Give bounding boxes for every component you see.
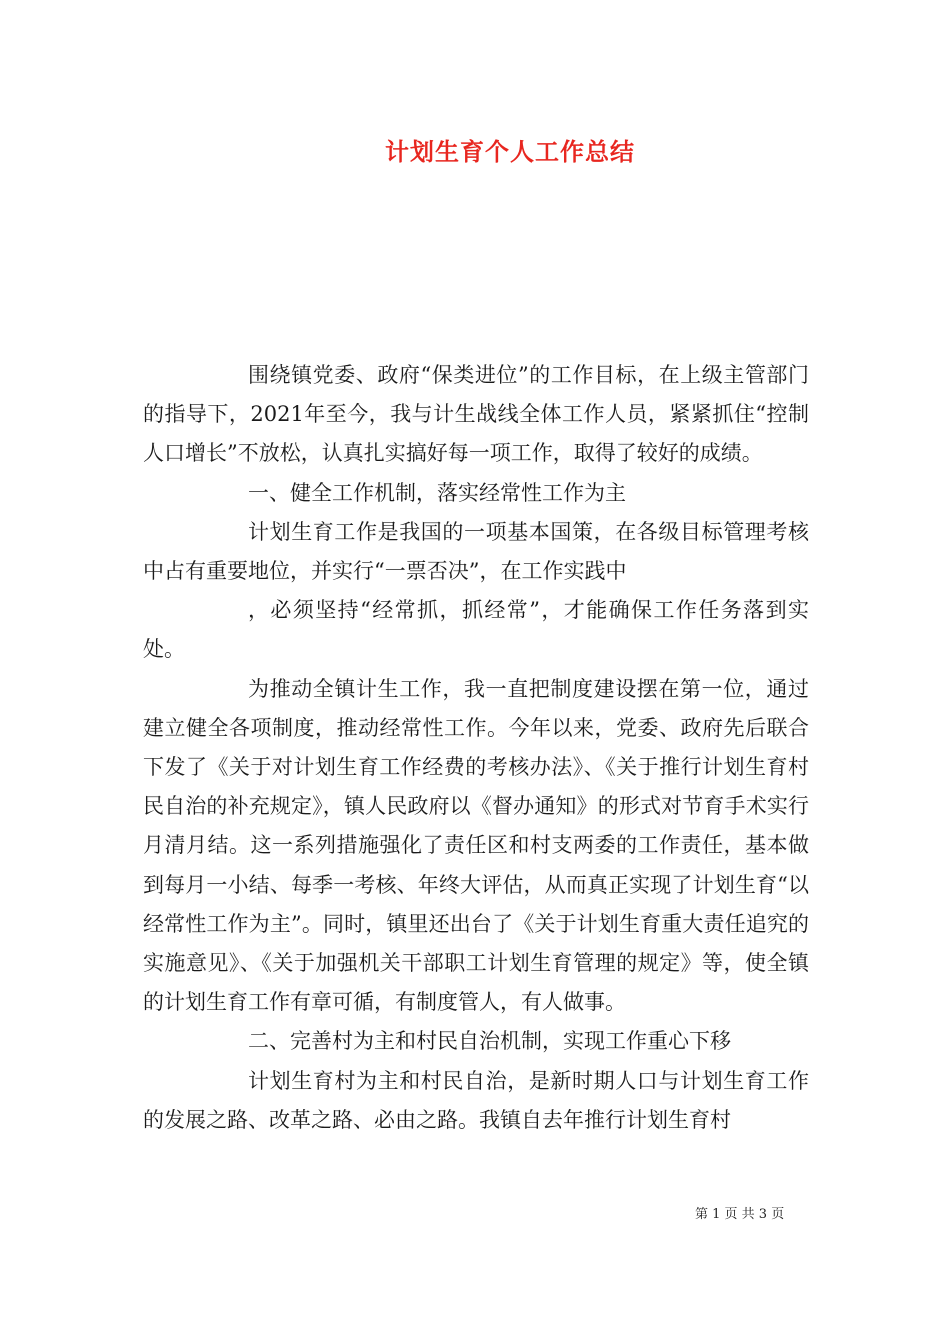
document-body [143,356,809,1140]
page-number: 第 1 页 共 3 页 [695,1207,785,1222]
section-heading-2: 二、完善村为主和村民自治机制，实现工作重心下移 [248,1029,731,1054]
paragraph-intro: 围绕镇党委、政府“保类进位”的工作目标，在上级主管部门的指导下，2021年至今，我与计生战线全体工作人员，紧紧抓住“控制人口增长”不放松，认真扎实搞好每一项工作，取得了较好的成绩。 [143,363,809,466]
paragraph-1: 计划生育工作是我国的一项基本国策，在各级目标管理考核中占有重要地位，并实行“一票否决”，在工作实践中 [143,519,809,584]
section-heading-1: 一、健全工作机制，落实经常性工作为主 [248,480,626,505]
document-title: 计划生育个人工作总结 [385,137,635,166]
paragraph-2: 为推动全镇计生工作，我一直把制度建设摆在第一位，通过建立健全各项制度，推动经常性工作。今年以来，党委、政府先后联合下发了《关于对计划生育工作经费的考核办法》、《关于推行计划生育村民自治的补充规定》，镇人民政府以《督办通知》的形式对节育手术实行月清月结。这一系列措施强化了责任区和村支两委的工作责任，基本做到每月一小结、每季一考核、年终大评估，从而真正实现了计划生育“以经常性工作为主”。同时，镇里还出台了《关于计划生育重大责任追究的实施意见》、《关于加强机关干部职工计划生育管理的规定》等，使全镇的计划生育工作有章可循，有制度管人，有人做事。 [143,676,809,1015]
paragraph-3: 计划生育村为主和村民自治，是新时期人口与计划生育工作的发展之路、改革之路、必由之路。我镇自去年推行计划生育村 [143,1068,809,1132]
paragraph-1-continued: ，必须坚持“经常抓，抓经常”，才能确保工作任务落到实处。 [143,598,809,662]
